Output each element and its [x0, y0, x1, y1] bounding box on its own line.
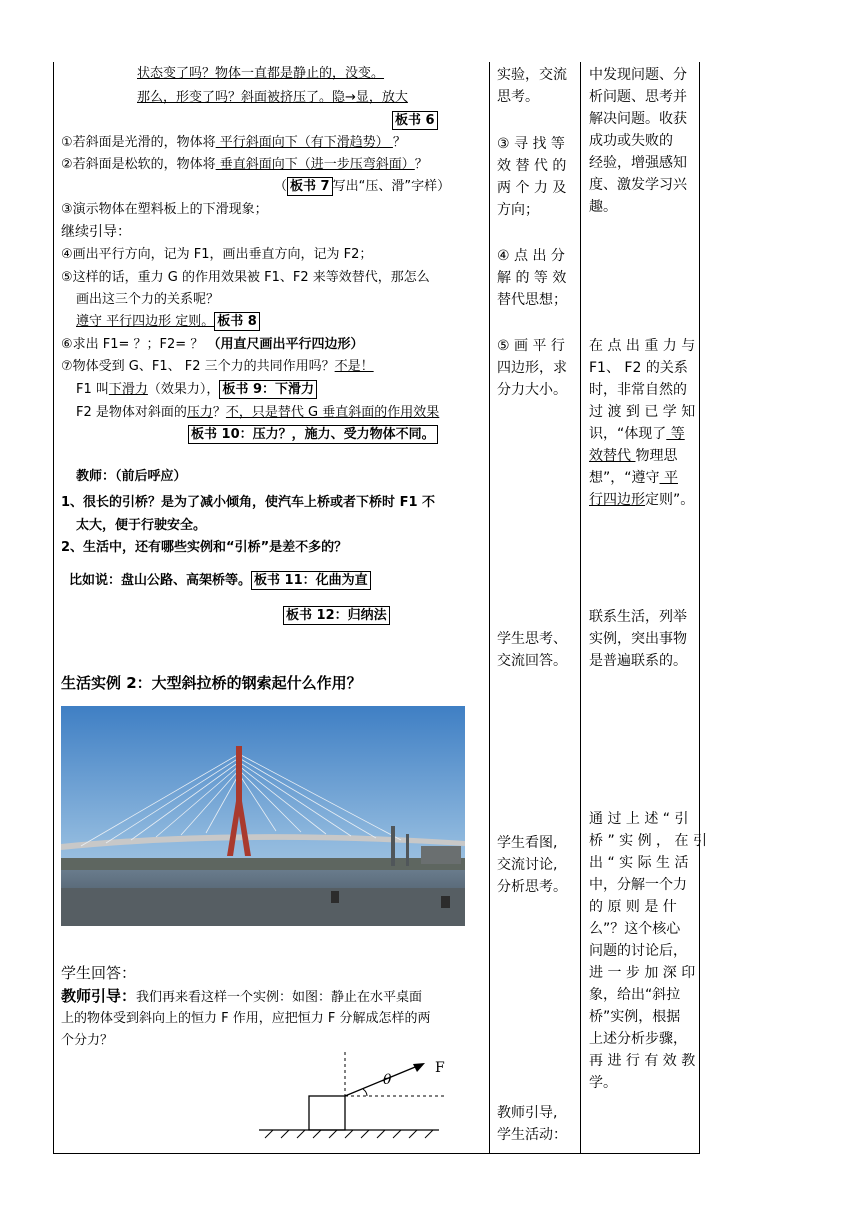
angle-label-theta: θ	[383, 1072, 392, 1088]
table-border-bottom	[53, 1153, 700, 1154]
board-note-10: 板书 10：压力？，施力、受力物体不同。	[188, 425, 438, 445]
point-1b: 太大，便于行驶安全。	[76, 518, 207, 533]
point-2: 2、生活中，还有哪些实例和“引桥”是差不多的？	[61, 540, 348, 555]
step-6: ⑥求出 F1= ？；F2= ？ （用直尺画出平行四边形）	[61, 337, 364, 352]
life-example-2: 生活实例 2：大型斜拉桥的钢索起什么作用？	[61, 674, 362, 692]
board-note-7-line: （ 板书 7 写出“压、滑”字样）	[274, 179, 451, 194]
force-diagram	[255, 1048, 445, 1140]
step-7: ⑦物体受到 G、F1、 F2 三个力的共同作用吗？不是！	[61, 359, 374, 374]
board-note-12: 板书 12：归纳法	[283, 606, 390, 626]
step-5c: 遵守 平行四边形 定则。 板书 8	[76, 312, 260, 332]
line-deform: 那么，形变了吗？斜面被挤压了。隐→显，放大	[137, 90, 408, 105]
mid-block-a: 实验，交流 思考。	[497, 67, 567, 105]
f2-line: F2 是物体对斜面的压力？不，只是替代 G 垂直斜面的作用效果	[76, 405, 440, 420]
board-note-6: 板书 6	[392, 111, 438, 131]
point-1a: 1、很长的引桥？是为了减小倾角，使汽车上桥或者下桥时 F1 不	[61, 495, 436, 510]
mid-block-d: ⑤ 画 平 行 四边形，求 分力大小。	[497, 338, 567, 398]
cable-stayed-bridge-photo	[61, 706, 465, 926]
question-smooth: ①若斜面是光滑的，物体将 平行斜面向下（有下滑趋势） ？	[61, 135, 406, 150]
line-state: 状态变了吗？物体一直都是静止的，没变。	[137, 66, 385, 81]
continue-guide: 继续引导：	[61, 224, 131, 240]
mid-block-c: ④ 点 出 分 解 的 等 效 替代思想；	[497, 248, 567, 308]
question-soft: ②若斜面是松软的，物体将 垂直斜面向下（进一步压弯斜面）？	[61, 157, 428, 172]
teacher-guide-1: 教师引导：我们再来看这样一个实例：如图：静止在水平桌面	[61, 987, 423, 1005]
force-label-F: F	[435, 1060, 445, 1076]
step-5b: 画出这三个力的关系呢？	[76, 292, 220, 307]
example-line: 比如说：盘山公路、高架桥等。 板书 11：化曲为直	[69, 571, 371, 591]
right-block-a: 中发现问题、分 析问题、思考并 解决问题。收获 成功或失败的 经验，增强感知 度、激发学习兴 趣。	[589, 67, 687, 215]
table-border-left	[53, 62, 54, 1154]
student-answer: 学生回答：	[61, 964, 137, 982]
mid-block-b: ③ 寻 找 等 效 替 代 的 两 个 力 及 方向；	[497, 136, 567, 218]
demo-line: ③演示物体在塑料板上的下滑现象；	[61, 202, 268, 217]
mid-block-f: 学生看图, 交流讨论, 分析思考。	[497, 835, 567, 895]
step-5a: ⑤这样的话，重力 G 的作用效果被 F1、F2 来等效替代，那怎么	[61, 270, 430, 285]
table-border-col1	[489, 62, 490, 1154]
right-block-d: 通 过 上 述 “ 引 桥 ” 实 例 ， 在 引 出 “ 实 际 生 活 中，分解一个力 的 原 则 是 什 么”？这个核心 问题的讨论后， 进 一 步 加 深 印 象，给出“斜拉 桥”实例，根据 上述分析步骤， 再 进 行 有 效 教 学。	[589, 811, 707, 1091]
mid-block-g: 教师引导, 学生活动：	[497, 1105, 567, 1143]
teacher-guide-2: 上的物体受到斜向上的恒力 F 作用，应把恒力 F 分解成怎样的两	[61, 1011, 431, 1026]
teacher-heading: 教师：（前后呼应）	[76, 469, 187, 484]
table-border-col2	[580, 62, 581, 1154]
right-block-b: 在 点 出 重 力 与 F1、 F2 的关系 时，非常自然的 过 渡 到 已 学 知 识，“体现了 等 效替代 物理思 想”，“遵守 平 行四边形定则”。	[589, 338, 696, 508]
f1-line: F1 叫下滑力（效果力）， 板书 9：下滑力	[76, 380, 317, 400]
step-4: ④画出平行方向，记为 F1，画出垂直方向，记为 F2；	[61, 247, 373, 262]
teacher-guide-3: 个分力？	[61, 1033, 114, 1048]
right-block-c: 联系生活，列举 实例，突出事物 是普遍联系的。	[589, 609, 687, 669]
mid-block-e: 学生思考、 交流回答。	[497, 631, 567, 669]
